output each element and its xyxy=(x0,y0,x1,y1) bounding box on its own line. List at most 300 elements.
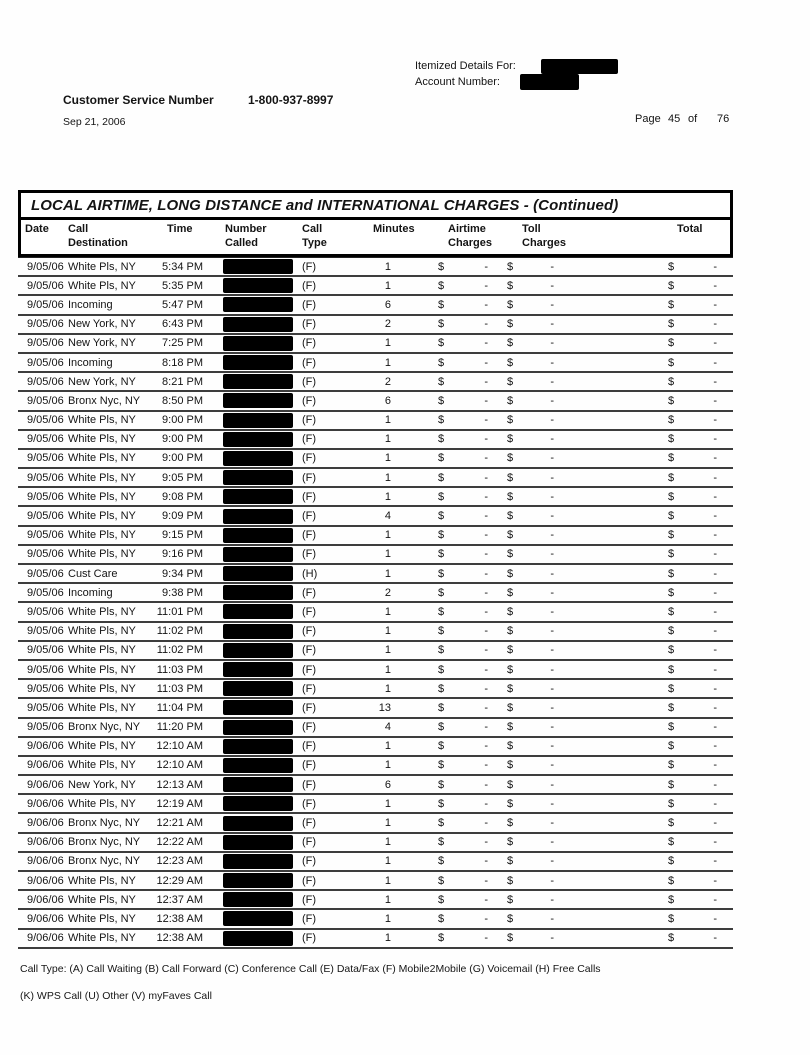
table-row xyxy=(18,661,733,680)
itemized-details-label: Itemized Details For: xyxy=(415,60,516,72)
redacted-account-number-bar xyxy=(520,74,579,90)
currency-symbol: $ xyxy=(438,375,445,388)
account-number-label: Account Number: xyxy=(415,76,500,88)
table-row xyxy=(18,699,733,718)
cell-toll-charges xyxy=(496,529,564,541)
table-row xyxy=(18,910,733,929)
cell-total xyxy=(564,357,733,369)
currency-symbol: $ xyxy=(438,912,445,925)
cell-call-type: (F) xyxy=(302,260,317,273)
redacted-number-bar xyxy=(223,355,293,370)
cell-call-type: (F) xyxy=(302,452,317,465)
charge-value: - xyxy=(550,817,554,830)
table-row xyxy=(18,757,733,776)
table-row xyxy=(18,930,733,949)
cell-call-type: (F) xyxy=(302,605,317,618)
cell-minutes: 13 xyxy=(378,701,391,714)
cell-call-destination: White Pls, NY xyxy=(68,797,136,810)
charge-value: - xyxy=(550,625,554,638)
cell-time: 5:35 PM xyxy=(162,279,203,292)
cell-date: 9/05/06 xyxy=(27,318,64,331)
cell-call-type: (F) xyxy=(302,874,317,887)
cell-call-destination: White Pls, NY xyxy=(68,932,136,945)
table-row xyxy=(18,335,733,354)
currency-symbol: $ xyxy=(507,740,514,753)
charge-value: - xyxy=(484,529,488,542)
cell-minutes: 1 xyxy=(384,874,391,887)
cell-airtime-charges xyxy=(396,452,496,464)
currency-symbol: $ xyxy=(507,836,514,849)
currency-symbol: $ xyxy=(668,433,675,446)
cell-minutes: 1 xyxy=(384,625,391,638)
cell-minutes: 1 xyxy=(384,490,391,503)
redacted-number-bar xyxy=(223,604,293,619)
cell-date: 9/05/06 xyxy=(27,682,64,695)
cell-total xyxy=(564,702,733,714)
table-row xyxy=(18,603,733,622)
currency-symbol: $ xyxy=(438,433,445,446)
cell-airtime-charges xyxy=(396,587,496,599)
cell-call-destination: White Pls, NY xyxy=(68,701,136,714)
cell-airtime-charges xyxy=(396,491,496,503)
cell-date: 9/06/06 xyxy=(27,817,64,830)
charge-value: - xyxy=(484,778,488,791)
redacted-number-bar xyxy=(223,796,293,811)
cell-time: 11:01 PM xyxy=(156,605,203,618)
cell-airtime-charges xyxy=(396,280,496,292)
table-header-box xyxy=(18,190,733,257)
cell-toll-charges xyxy=(496,491,564,503)
charge-value: - xyxy=(713,375,717,388)
cell-number-called xyxy=(206,432,301,447)
charge-value: - xyxy=(550,356,554,369)
cell-date: 9/05/06 xyxy=(27,394,64,407)
cell-time: 12:10 AM xyxy=(156,740,203,753)
cell-call-type: (F) xyxy=(302,663,317,676)
cell-minutes: 1 xyxy=(384,433,391,446)
redacted-number-bar xyxy=(223,470,293,485)
cell-toll-charges xyxy=(496,318,564,330)
cell-minutes: 6 xyxy=(384,778,391,791)
cell-time: 9:00 PM xyxy=(162,433,203,446)
charge-value: - xyxy=(713,548,717,561)
cell-minutes: 1 xyxy=(384,817,391,830)
column-header-date: Date xyxy=(25,223,49,235)
charge-value: - xyxy=(550,529,554,542)
cell-airtime-charges xyxy=(396,318,496,330)
cell-total xyxy=(564,318,733,330)
cell-toll-charges xyxy=(496,913,564,925)
cell-date: 9/05/06 xyxy=(27,414,64,427)
currency-symbol: $ xyxy=(438,567,445,580)
charge-value: - xyxy=(484,893,488,906)
charge-value: - xyxy=(484,433,488,446)
charge-value: - xyxy=(484,548,488,561)
charge-value: - xyxy=(550,836,554,849)
cell-date: 9/05/06 xyxy=(27,298,64,311)
currency-symbol: $ xyxy=(507,932,514,945)
charge-value: - xyxy=(550,893,554,906)
redacted-number-bar xyxy=(223,393,293,408)
cell-time: 11:02 PM xyxy=(156,644,203,657)
cell-airtime-charges xyxy=(396,913,496,925)
cell-total xyxy=(564,472,733,484)
cell-time: 8:18 PM xyxy=(162,356,203,369)
cell-toll-charges xyxy=(496,587,564,599)
column-header-time: Time xyxy=(167,223,193,235)
redacted-number-bar xyxy=(223,758,293,773)
currency-symbol: $ xyxy=(507,721,514,734)
cell-number-called xyxy=(206,911,301,926)
cell-date: 9/05/06 xyxy=(27,433,64,446)
cell-number-called xyxy=(206,796,301,811)
cell-time: 5:34 PM xyxy=(162,260,203,273)
cell-toll-charges xyxy=(496,261,564,273)
charge-value: - xyxy=(713,605,717,618)
charge-value: - xyxy=(484,855,488,868)
redacted-number-bar xyxy=(223,681,293,696)
cell-minutes: 1 xyxy=(384,548,391,561)
cell-toll-charges xyxy=(496,798,564,810)
cell-date: 9/06/06 xyxy=(27,855,64,868)
charge-value: - xyxy=(550,433,554,446)
cell-airtime-charges xyxy=(396,875,496,887)
cell-date: 9/05/06 xyxy=(27,356,64,369)
cell-airtime-charges xyxy=(396,548,496,560)
cell-number-called xyxy=(206,278,301,293)
cell-total xyxy=(564,280,733,292)
cell-minutes: 1 xyxy=(384,855,391,868)
cell-total xyxy=(564,606,733,618)
redacted-number-bar xyxy=(223,413,293,428)
cell-number-called xyxy=(206,259,301,274)
charge-value: - xyxy=(484,394,488,407)
cell-total xyxy=(564,932,733,944)
cell-call-destination: Bronx Nyc, NY xyxy=(68,855,141,868)
charge-value: - xyxy=(713,414,717,427)
cell-time: 8:50 PM xyxy=(162,394,203,407)
cell-call-type: (H) xyxy=(302,567,318,580)
charges-table xyxy=(18,190,733,949)
charge-value: - xyxy=(550,567,554,580)
cell-total xyxy=(564,740,733,752)
cell-call-destination: White Pls, NY xyxy=(68,682,136,695)
redacted-number-bar xyxy=(223,489,293,504)
charge-value: - xyxy=(550,490,554,503)
table-row xyxy=(18,469,733,488)
charge-value: - xyxy=(484,932,488,945)
cell-minutes: 1 xyxy=(384,682,391,695)
table-row xyxy=(18,412,733,431)
currency-symbol: $ xyxy=(668,932,675,945)
charge-value: - xyxy=(484,912,488,925)
cell-total xyxy=(564,529,733,541)
cell-number-called xyxy=(206,720,301,735)
cell-call-destination: White Pls, NY xyxy=(68,759,136,772)
currency-symbol: $ xyxy=(507,529,514,542)
cell-total xyxy=(564,721,733,733)
redacted-number-bar xyxy=(223,720,293,735)
currency-symbol: $ xyxy=(438,874,445,887)
redacted-number-bar xyxy=(223,739,293,754)
cell-minutes: 6 xyxy=(384,394,391,407)
currency-symbol: $ xyxy=(668,529,675,542)
cell-call-type: (F) xyxy=(302,394,317,407)
cell-call-destination: Cust Care xyxy=(68,567,118,580)
charge-value: - xyxy=(550,663,554,676)
table-row xyxy=(18,891,733,910)
table-row xyxy=(18,738,733,757)
cell-call-type: (F) xyxy=(302,414,317,427)
cell-total xyxy=(564,664,733,676)
cell-call-type: (F) xyxy=(302,644,317,657)
cell-date: 9/05/06 xyxy=(27,644,64,657)
cell-time: 12:37 AM xyxy=(156,893,203,906)
charge-value: - xyxy=(484,318,488,331)
charge-value: - xyxy=(713,356,717,369)
table-row xyxy=(18,565,733,584)
table-row xyxy=(18,814,733,833)
charge-value: - xyxy=(484,375,488,388)
column-header-call-type: Call Type xyxy=(302,223,327,249)
currency-symbol: $ xyxy=(438,586,445,599)
cell-call-destination: Bronx Nyc, NY xyxy=(68,817,141,830)
currency-symbol: $ xyxy=(438,548,445,561)
redacted-number-bar xyxy=(223,931,293,946)
cell-minutes: 1 xyxy=(384,893,391,906)
currency-symbol: $ xyxy=(438,279,445,292)
cell-call-type: (F) xyxy=(302,701,317,714)
cell-number-called xyxy=(206,892,301,907)
charge-value: - xyxy=(484,836,488,849)
charge-value: - xyxy=(713,855,717,868)
cell-minutes: 1 xyxy=(384,605,391,618)
cell-toll-charges xyxy=(496,337,564,349)
cell-call-type: (F) xyxy=(302,836,317,849)
currency-symbol: $ xyxy=(438,318,445,331)
charge-value: - xyxy=(484,452,488,465)
charge-value: - xyxy=(550,279,554,292)
table-row xyxy=(18,258,733,277)
cell-toll-charges xyxy=(496,740,564,752)
currency-symbol: $ xyxy=(507,279,514,292)
cell-toll-charges xyxy=(496,452,564,464)
cell-date: 9/05/06 xyxy=(27,510,64,523)
cell-call-type: (F) xyxy=(302,356,317,369)
cell-airtime-charges xyxy=(396,376,496,388)
currency-symbol: $ xyxy=(668,912,675,925)
currency-symbol: $ xyxy=(507,375,514,388)
redacted-number-bar xyxy=(223,892,293,907)
currency-symbol: $ xyxy=(507,490,514,503)
cell-call-type: (F) xyxy=(302,625,317,638)
currency-symbol: $ xyxy=(668,625,675,638)
currency-symbol: $ xyxy=(438,644,445,657)
cell-airtime-charges xyxy=(396,625,496,637)
cell-toll-charges xyxy=(496,875,564,887)
cell-call-destination: White Pls, NY xyxy=(68,625,136,638)
charge-value: - xyxy=(713,452,717,465)
cell-minutes: 1 xyxy=(384,529,391,542)
currency-symbol: $ xyxy=(668,318,675,331)
charge-value: - xyxy=(484,625,488,638)
cell-number-called xyxy=(206,489,301,504)
cell-date: 9/06/06 xyxy=(27,797,64,810)
cell-toll-charges xyxy=(496,625,564,637)
currency-symbol: $ xyxy=(668,759,675,772)
cell-date: 9/05/06 xyxy=(27,605,64,618)
cell-date: 9/05/06 xyxy=(27,452,64,465)
page-total: 76 xyxy=(717,113,730,125)
cell-number-called xyxy=(206,681,301,696)
charge-value: - xyxy=(713,701,717,714)
cell-date: 9/05/06 xyxy=(27,529,64,542)
cell-toll-charges xyxy=(496,644,564,656)
charge-value: - xyxy=(713,471,717,484)
cell-call-destination: White Pls, NY xyxy=(68,529,136,542)
charge-value: - xyxy=(550,912,554,925)
cell-total xyxy=(564,913,733,925)
charge-value: - xyxy=(550,586,554,599)
cell-call-type: (F) xyxy=(302,298,317,311)
cell-number-called xyxy=(206,317,301,332)
table-row xyxy=(18,872,733,891)
cell-number-called xyxy=(206,835,301,850)
cell-minutes: 1 xyxy=(384,912,391,925)
charge-value: - xyxy=(484,586,488,599)
charge-value: - xyxy=(713,740,717,753)
cell-call-destination: White Pls, NY xyxy=(68,912,136,925)
currency-symbol: $ xyxy=(668,279,675,292)
currency-symbol: $ xyxy=(668,260,675,273)
cell-airtime-charges xyxy=(396,894,496,906)
column-header-call-destination: Call Destination xyxy=(68,223,128,249)
currency-symbol: $ xyxy=(668,874,675,887)
cell-call-type: (F) xyxy=(302,375,317,388)
cell-toll-charges xyxy=(496,817,564,829)
currency-symbol: $ xyxy=(668,298,675,311)
charge-value: - xyxy=(550,855,554,868)
cell-date: 9/06/06 xyxy=(27,759,64,772)
table-row xyxy=(18,680,733,699)
currency-symbol: $ xyxy=(438,298,445,311)
cell-total xyxy=(564,644,733,656)
currency-symbol: $ xyxy=(507,318,514,331)
charge-value: - xyxy=(484,356,488,369)
charge-value: - xyxy=(713,279,717,292)
charge-value: - xyxy=(713,586,717,599)
cell-airtime-charges xyxy=(396,337,496,349)
currency-symbol: $ xyxy=(438,740,445,753)
cell-date: 9/06/06 xyxy=(27,740,64,753)
cell-toll-charges xyxy=(496,759,564,771)
currency-symbol: $ xyxy=(438,721,445,734)
cell-call-destination: New York, NY xyxy=(68,375,136,388)
cell-toll-charges xyxy=(496,568,564,580)
cell-airtime-charges xyxy=(396,683,496,695)
redacted-number-bar xyxy=(223,317,293,332)
charge-value: - xyxy=(550,318,554,331)
cell-minutes: 4 xyxy=(384,721,391,734)
cell-total xyxy=(564,875,733,887)
charge-value: - xyxy=(484,644,488,657)
cell-number-called xyxy=(206,758,301,773)
charge-value: - xyxy=(713,836,717,849)
currency-symbol: $ xyxy=(438,759,445,772)
cell-airtime-charges xyxy=(396,357,496,369)
charge-value: - xyxy=(713,625,717,638)
cell-number-called xyxy=(206,662,301,677)
cell-time: 12:10 AM xyxy=(156,759,203,772)
currency-symbol: $ xyxy=(507,663,514,676)
cell-total xyxy=(564,395,733,407)
cell-number-called xyxy=(206,816,301,831)
cell-total xyxy=(564,548,733,560)
customer-service-number: 1-800-937-8997 xyxy=(248,93,334,107)
cell-total xyxy=(564,759,733,771)
cell-minutes: 2 xyxy=(384,375,391,388)
table-row xyxy=(18,488,733,507)
currency-symbol: $ xyxy=(668,414,675,427)
charge-value: - xyxy=(550,414,554,427)
currency-symbol: $ xyxy=(438,452,445,465)
cell-time: 9:00 PM xyxy=(162,452,203,465)
table-row xyxy=(18,373,733,392)
charge-value: - xyxy=(713,529,717,542)
redacted-number-bar xyxy=(223,566,293,581)
cell-time: 12:21 AM xyxy=(156,817,203,830)
cell-call-type: (F) xyxy=(302,682,317,695)
currency-symbol: $ xyxy=(438,414,445,427)
cell-number-called xyxy=(206,777,301,792)
currency-symbol: $ xyxy=(438,260,445,273)
cell-date: 9/06/06 xyxy=(27,912,64,925)
charge-value: - xyxy=(484,279,488,292)
charge-value: - xyxy=(484,471,488,484)
cell-airtime-charges xyxy=(396,568,496,580)
cell-total xyxy=(564,779,733,791)
cell-minutes: 1 xyxy=(384,759,391,772)
cell-total xyxy=(564,299,733,311)
cell-minutes: 1 xyxy=(384,567,391,580)
cell-call-type: (F) xyxy=(302,721,317,734)
cell-time: 12:23 AM xyxy=(156,855,203,868)
charge-value: - xyxy=(550,874,554,887)
cell-number-called xyxy=(206,355,301,370)
table-row xyxy=(18,450,733,469)
currency-symbol: $ xyxy=(438,932,445,945)
cell-time: 12:13 AM xyxy=(156,778,203,791)
cell-date: 9/06/06 xyxy=(27,932,64,945)
cell-number-called xyxy=(206,854,301,869)
cell-toll-charges xyxy=(496,472,564,484)
charge-value: - xyxy=(713,433,717,446)
cell-minutes: 1 xyxy=(384,836,391,849)
currency-symbol: $ xyxy=(668,893,675,906)
charge-value: - xyxy=(550,394,554,407)
currency-symbol: $ xyxy=(668,452,675,465)
cell-call-destination: New York, NY xyxy=(68,318,136,331)
cell-call-destination: White Pls, NY xyxy=(68,644,136,657)
charge-value: - xyxy=(550,778,554,791)
cell-minutes: 1 xyxy=(384,356,391,369)
currency-symbol: $ xyxy=(668,605,675,618)
redacted-number-bar xyxy=(223,509,293,524)
currency-symbol: $ xyxy=(507,452,514,465)
charge-value: - xyxy=(484,740,488,753)
cell-time: 5:47 PM xyxy=(162,298,203,311)
cell-total xyxy=(564,510,733,522)
